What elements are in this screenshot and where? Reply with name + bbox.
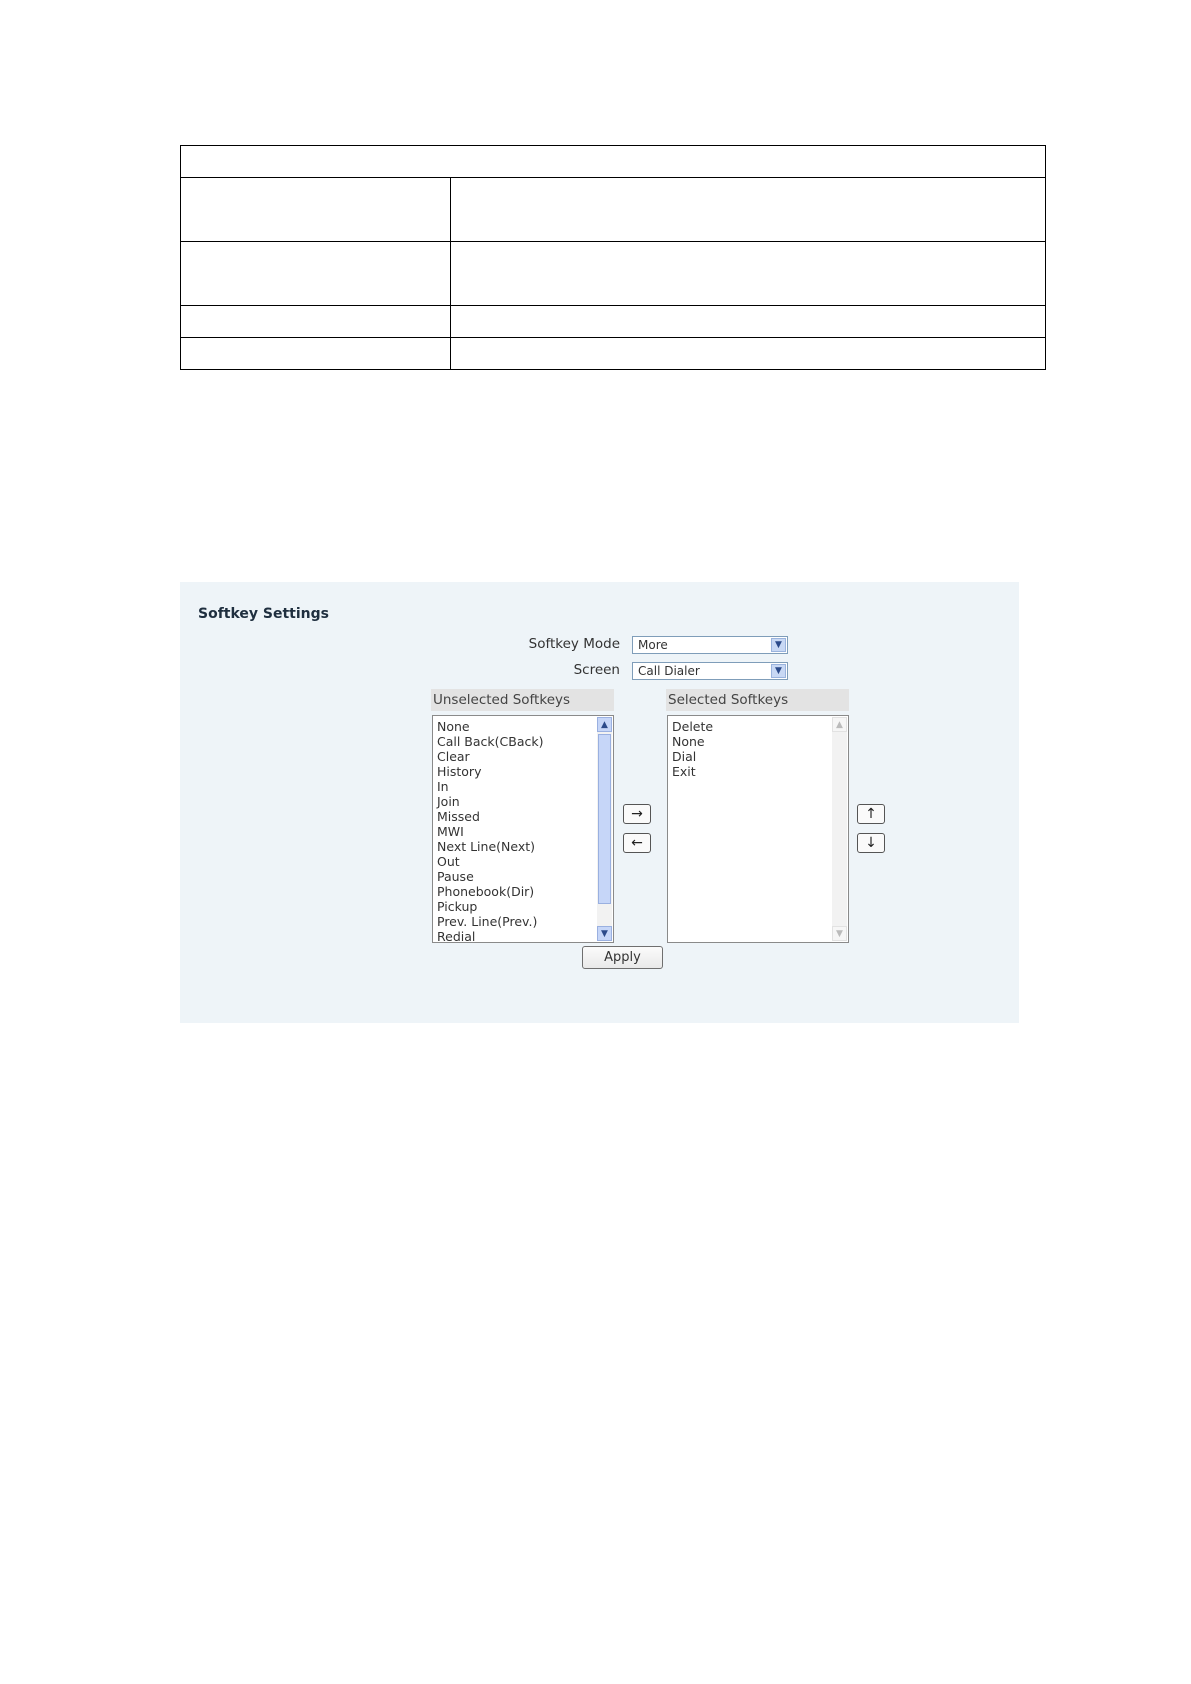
list-item[interactable]: None — [437, 719, 470, 734]
list-item[interactable]: Exit — [672, 764, 696, 779]
apply-button[interactable]: Apply — [582, 946, 663, 969]
list-item[interactable]: In — [437, 779, 449, 794]
list-item[interactable]: Clear — [437, 749, 470, 764]
document-table — [180, 145, 1046, 370]
scrollbar[interactable] — [597, 717, 612, 941]
list-item[interactable]: Missed — [437, 809, 480, 824]
list-item[interactable]: Delete — [672, 719, 714, 734]
screen-select[interactable] — [632, 662, 788, 680]
table-row — [181, 178, 1046, 242]
screen-label: Screen — [573, 662, 620, 678]
list-item[interactable]: Pause — [437, 869, 474, 884]
scroll-thumb[interactable] — [598, 734, 611, 904]
list-item[interactable]: History — [437, 764, 482, 779]
selected-softkeys-header: Selected Softkeys — [666, 689, 849, 711]
selected-softkeys-list[interactable] — [667, 715, 849, 943]
table-cell — [451, 242, 1046, 306]
screen-value: Call Dialer — [638, 664, 700, 678]
list-item[interactable]: Pickup — [437, 899, 478, 914]
list-item[interactable]: Redial — [437, 929, 476, 943]
softkey-mode-value: More — [638, 638, 668, 652]
remove-softkey-button[interactable]: ← — [623, 833, 651, 853]
unselected-softkeys-list[interactable] — [432, 715, 614, 943]
list-item[interactable]: Call Back(CBack) — [437, 734, 544, 749]
scroll-down-icon: ▼ — [832, 926, 847, 941]
add-softkey-button[interactable]: → — [623, 804, 651, 824]
chevron-down-icon[interactable]: ▼ — [771, 638, 786, 652]
chevron-down-icon[interactable]: ▼ — [771, 664, 786, 678]
scroll-up-icon[interactable]: ▲ — [597, 717, 612, 732]
softkey-mode-select[interactable] — [632, 636, 788, 654]
list-item[interactable]: Prev. Line(Prev.) — [437, 914, 538, 929]
table-cell — [181, 146, 1046, 178]
table-cell — [181, 178, 451, 242]
list-item[interactable]: Next Line(Next) — [437, 839, 536, 854]
table-cell — [181, 338, 451, 370]
list-item[interactable]: Dial — [672, 749, 697, 764]
unselected-softkeys-header: Unselected Softkeys — [431, 689, 614, 711]
scrollbar — [832, 717, 847, 941]
scroll-up-icon: ▲ — [832, 717, 847, 732]
table-row — [181, 146, 1046, 178]
list-item[interactable]: Phonebook(Dir) — [437, 884, 535, 899]
table-cell — [451, 338, 1046, 370]
move-up-button[interactable]: ↑ — [857, 804, 885, 824]
panel-title: Softkey Settings — [198, 606, 329, 622]
table-row — [181, 306, 1046, 338]
table-cell — [181, 306, 451, 338]
table-row — [181, 338, 1046, 370]
table-row — [181, 242, 1046, 306]
move-down-button[interactable]: ↓ — [857, 833, 885, 853]
list-item[interactable]: None — [672, 734, 705, 749]
list-item[interactable]: Out — [437, 854, 460, 869]
list-item[interactable]: Join — [437, 794, 460, 809]
table-cell — [181, 242, 451, 306]
table-cell — [451, 178, 1046, 242]
scroll-down-icon[interactable]: ▼ — [597, 926, 612, 941]
list-item[interactable]: MWI — [437, 824, 464, 839]
softkey-mode-label: Softkey Mode — [528, 636, 620, 652]
table-cell — [451, 306, 1046, 338]
